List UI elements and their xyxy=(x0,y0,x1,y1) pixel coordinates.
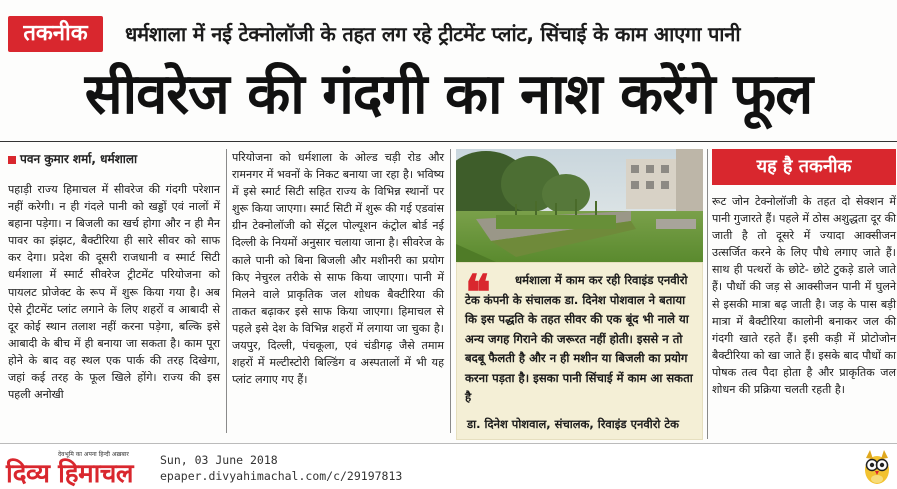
top-strip xyxy=(0,6,897,56)
quote-attribution: डा. दिनेश पोशवाल, संचालक, रिवाइंड एनवीरो टेक xyxy=(467,417,680,431)
headline-rule xyxy=(0,141,897,142)
byline xyxy=(8,150,137,167)
epaper-link[interactable]: epaper.divyahimachal.com/c/29197813 xyxy=(160,469,403,483)
category-badge: तकनीक xyxy=(8,16,103,52)
owl-mascot-icon xyxy=(862,448,892,486)
footer xyxy=(0,444,897,489)
quote-mark-icon: ❝ xyxy=(465,265,491,321)
kicker-subhead: धर्मशाला में नई टेक्नोलॉजी के तहत लग रहे ट्रीटमेंट प्लांट, सिंचाई के काम आएगा पानी xyxy=(125,22,741,46)
edition-date: Sun, 03 June 2018 xyxy=(160,453,278,467)
newspaper-logo[interactable] xyxy=(6,448,154,489)
article-column-2: परियोजना को धर्मशाला के ओल्ड चड़ी रोड और रामनगर में भवनों के निकट बनाया जा रहा है। भविष्य में इसे स्मार्ट सिटी सहित राज्य के विभिन्न स्थानों पर शुरू किया जाएगा। स्मार्ट सिटी में शुरू की गई एडवांस ग्रीन टेक्नोलॉजी को सेंट्रल पोल्यूशन कंट्रोल बोर्ड नई दिल्ली के नियमों अनुसार चलाया जाना है। सीवरेज के काले पानी को बिना बिजली और मशीनरी का प्रयोग किए नेचुरल तरीके से साफ किया जाएगा। पानी में मिलने वाले प्राकृतिक जल शोधक बैक्टीरिया की ताकत बढ़ाकर इसे साफ किया जाएगा। हिमाचल से पहले इसे देश के विभिन्न शहरों में लगाया जा चुका है। जयपुर, दिल्ली, पंचकूला, एवं चंडीगढ़ जैसे तमाम शहरों में मल्टीस्टोरी बिल्डिंग व अस्पतालों में भी यह प्लांट लगाए गए हैं। xyxy=(232,151,444,387)
quote-text: धर्मशाला में काम कर रही रिवाइंड एनवीरो टेक कंपनी के संचालक डा. दिनेश पोशवाल ने बताया कि इस पद्धति के तहत सीवर की एक बूंद भी नाले या अन्य जगह गिराने की जरूरत नहीं होती। इससे न तो बदबू फैलती है और न ही मशीन या बिजली का प्रयोग करना पड़ता है। इसका पानी सिंचाई में काम आ सकता है xyxy=(465,273,693,404)
logo-wordmark: दिव्य हिमाचल xyxy=(6,459,134,489)
sidebar-text: रूट जोन टेक्नोलॉजी के तहत दो सेक्शन में पानी गुजारते हैं। पहले में ठोस अशुद्धता दूर की जाती है तो दूसरे में ज्यादा आक्सीजन उत्सर्जित करने के लिए पौधे लगाए जाते हैं। साथ ही पत्थरों के छोटे- छोटे टुकड़े डाले जाते हैं। पौधों की जड़ से आक्सीजन पानी में घुलने से इसकी मात्रा बढ़ जाती है। जड़ के पास बड़ी मात्रा में बैक्टीरिया कालोनी बनाकर जल की गंदगी खाते रहते हैं। इसी कड़ी में प्रोटोजोन बैक्टीरिया को खा जाते हैं। इसके बाद पौधों का पोषक तत्व पैदा होता है और प्राकृतिक जल शोधन की प्रक्रिया चलती रहती है। xyxy=(712,195,896,397)
headline: सीवरेज की गंदगी का नाश करेंगे फूल xyxy=(84,61,813,127)
sidebar-header: यह है तकनीक xyxy=(712,149,896,185)
quote-box xyxy=(456,262,703,440)
column-divider xyxy=(707,149,708,439)
logo-tagline: देवभूमि का अपना हिन्दी अख़बार xyxy=(58,451,129,458)
article-column-1: पहाड़ी राज्य हिमाचल में सीवरेज की गंदगी परेशान नहीं करेगी। न ही गंदले पानी को खड्डों एवं नालों में बहाना पड़ेगा। न बिजली का खर्च होगा और न ही मैन पावर का झंझट, बैक्टीरिया ही सारे सीवर को साफ कर देगा। प्रदेश की दूसरी राजधानी व स्मार्ट सिटी धर्मशाला में स्मार्ट सीवरेज ट्रीटमेंट परियोजना को पायलट प्रोजेक्ट के रूप में शुरू किया गया है। अब ऐसे ट्रीटमेंट प्लांट लगाने के लिए शहरों व आबादी से दूर कोई स्थान तलाश नहीं करना पड़ेगा, बल्कि इसे आबादी के बीच में ही बनाया जा सकता है। काम पूरा होने के बाद वह स्थल एक पार्क की तरह दिखेगा, जहां कई तरह के फूल खिले होंगे। राज्य की इस पहली अनोखी xyxy=(8,183,220,402)
column-divider xyxy=(226,149,227,433)
treatment-plant-photo-image xyxy=(456,149,703,262)
plant-photo xyxy=(456,149,703,262)
byline-text: पवन कुमार शर्मा, धर्मशाला xyxy=(20,152,138,166)
byline-square-icon xyxy=(8,156,16,164)
column-divider xyxy=(450,149,451,433)
